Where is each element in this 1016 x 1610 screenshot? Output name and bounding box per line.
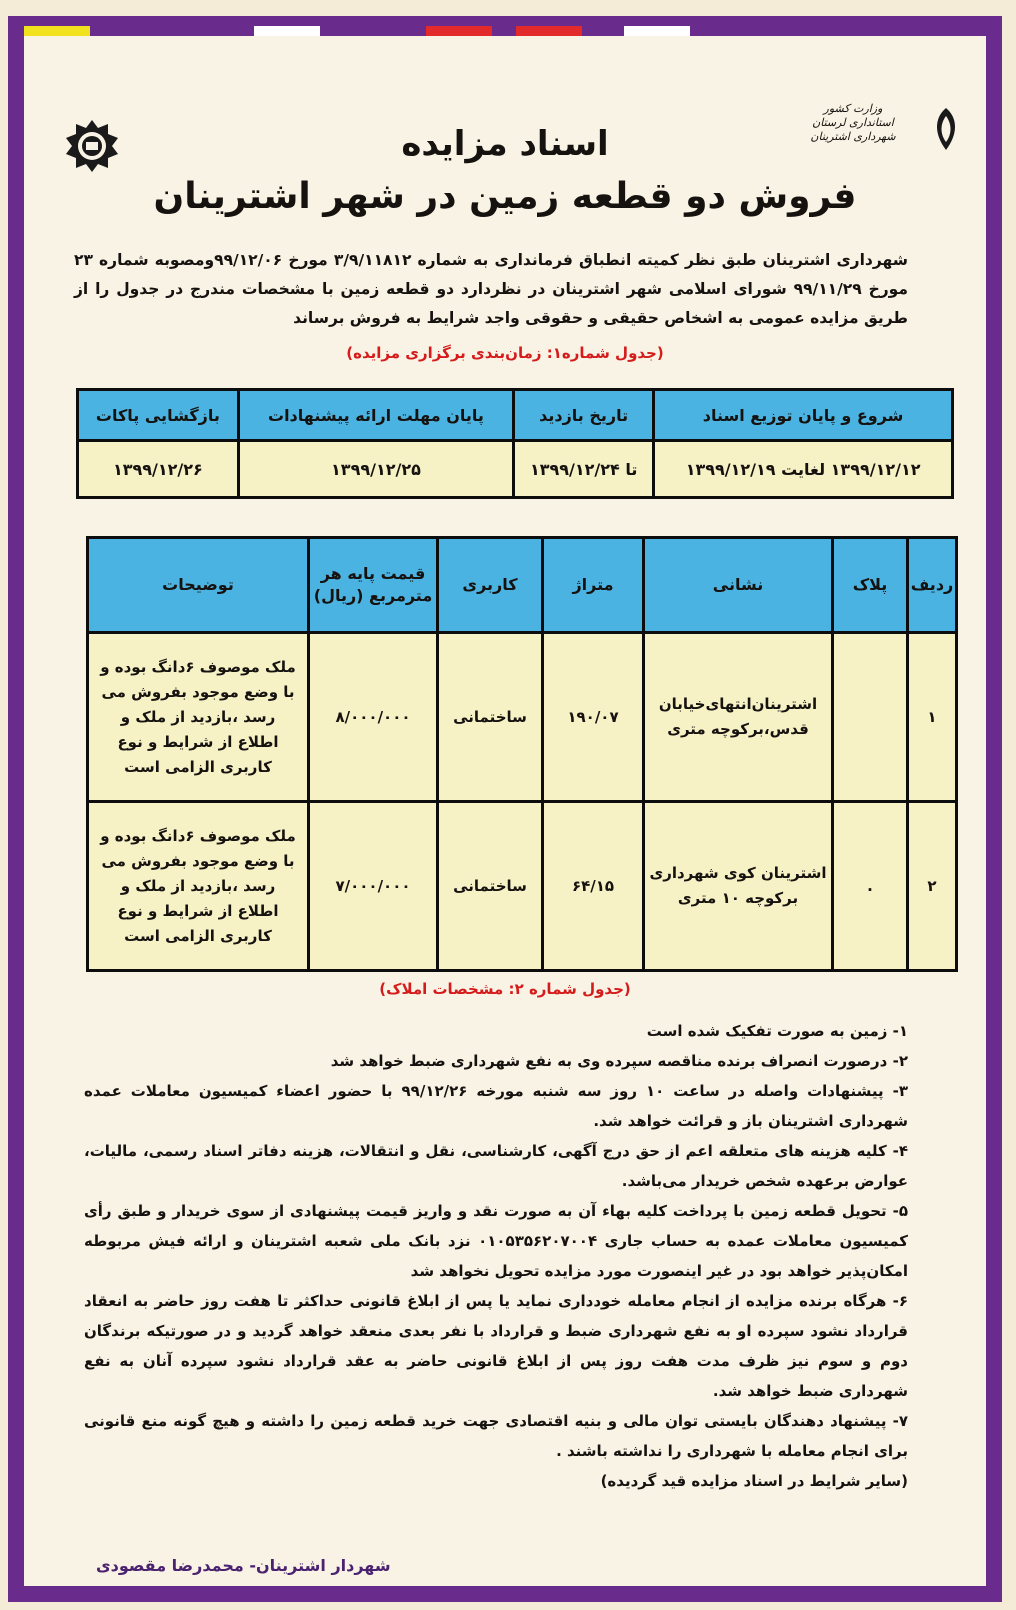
table-cell: ۱۳۹۹/۱۲/۲۶: [78, 441, 239, 498]
condition-item: (سایر شرایط در اسناد مزایده قید گردیده): [600, 1472, 908, 1490]
table-cell: ساختمانی: [438, 802, 543, 971]
properties-table: [86, 536, 958, 972]
table-header-cell: قیمت پایه هر مترمربع (ریال): [309, 538, 438, 633]
table-cell: تا ۱۳۹۹/۱۲/۲۴: [514, 441, 654, 498]
table-cell: .: [833, 802, 908, 971]
table-row: [78, 441, 953, 498]
condition-item: ۱- زمین به صورت تفکیک شده است: [646, 1022, 908, 1040]
document-title: اسناد مزایده: [401, 124, 609, 164]
schedule-caption: (جدول شماره۱: زمان‌بندی برگزاری مزایده): [346, 344, 664, 362]
table-header-cell: شروع و پایان توزیع اسناد: [654, 390, 953, 441]
ministry-line: استانداری لرستان: [812, 116, 894, 129]
document-subtitle: فروش دو قطعه زمین در شهر اشترینان: [153, 176, 857, 217]
condition-item: ۵- تحویل قطعه زمین با پرداخت کلیه بهاء آن به صورت نقد و واریز قیمت پیشنهادی از سوی خریدار و طبق رأی کمیسیون معاملات عمده به حساب جاری ۰۱۰۵۳۵۶۲۰۷۰۰۴ نزد بانک ملی شعبه اشترینان و ارائه فیش مربوطه امکان‌پذیر خواهد بود در غیر اینصورت مورد مزایده تحویل نخواهد شد: [84, 1202, 908, 1280]
conditions-list: [84, 1016, 908, 1496]
condition-item: ۴- کلیه هزینه های متعلقه اعم از حق درج آگهی، کارشناسی، نقل و انتقالات، هزینه دفاتر اسناد رسمی، مالیات، عوارض برعهده شخص خریدار می‌باشد.: [84, 1142, 908, 1190]
table-header-row: [88, 538, 957, 633]
table-header-cell: نشانی: [644, 538, 833, 633]
table-cell: ۱: [908, 633, 957, 802]
ministry-line: شهرداری اشترینان: [810, 130, 896, 143]
table-header-cell: کاربری: [438, 538, 543, 633]
table-cell: ۶۴/۱۵: [543, 802, 644, 971]
intro-paragraph: شهرداری اشترینان طبق نظر کمیته انطباق فرمانداری به شماره ۳/۹/۱۱۸۱۲ مورخ ۹۹/۱۲/۰۶ومصوبه شماره ۲۳ مورخ ۹۹/۱۱/۲۹ شورای اسلامی شهر اشترینان در نظردارد دو قطعه زمین با مشخصات مندرج در جدول را از طریق مزایده عمومی به اشخاص حقیقی و حقوقی واجد شرایط به فروش برساند: [74, 251, 908, 327]
table-cell: اشترینان کوی شهرداری برکوچه ۱۰ متری: [644, 802, 833, 971]
table-header-cell: ردیف: [908, 538, 957, 633]
table-cell: ۱۳۹۹/۱۲/۲۵: [238, 441, 513, 498]
table-cell: ساختمانی: [438, 633, 543, 802]
table-header-row: [78, 390, 953, 441]
condition-item: ۲- درصورت انصراف برنده مناقصه سپرده وی به نفع شهرداری ضبط خواهد شد: [330, 1052, 908, 1070]
table-cell: ۷/۰۰۰/۰۰۰: [309, 802, 438, 971]
schedule-table: [76, 388, 954, 499]
table-cell: اشترینان‌انتهای‌خیابان قدس،برکوچه متری: [644, 633, 833, 802]
table-row: [88, 633, 957, 802]
table-row: [88, 802, 957, 971]
table-cell: ملک موصوف ۶دانگ بوده و با وضع موجود بفروش می رسد ،بازدید از ملک و اطلاع از شرایط و نوع کاربری الزامی است: [88, 633, 309, 802]
mayor-signature: شهردار اشترینان- محمدرضا مقصودی: [96, 1556, 391, 1575]
table-cell: ۲: [908, 802, 957, 971]
table-header-cell: تاریخ بازدید: [514, 390, 654, 441]
table-header-cell: توضیحات: [88, 538, 309, 633]
properties-caption: (جدول شماره ۲: مشخصات املاک): [379, 980, 631, 998]
document-paper: [24, 36, 986, 1586]
page-frame: [8, 16, 1002, 1602]
table-cell: [833, 633, 908, 802]
table-cell: ۱۹۰/۰۷: [543, 633, 644, 802]
table-header-cell: متراژ: [543, 538, 644, 633]
table-cell: ۱۳۹۹/۱۲/۱۲ لغایت ۱۳۹۹/۱۲/۱۹: [654, 441, 953, 498]
table-header-cell: پایان مهلت ارائه پیشنهادات: [238, 390, 513, 441]
condition-item: ۶- هرگاه برنده مزایده از انجام معامله خودداری نماید یا پس از ابلاغ قانونی حداکثر تا هفت روز حاضر به انعقاد قرارداد نشود سپرده او به نفع شهرداری ضبط و قرارداد با نفر بعدی منعقد خواهد گردید و در صورتیکه برندگان دوم و سوم نیز ظرف مدت هفت روز پس از ابلاغ قانونی حاضر به عقد قرارداد نشود سپرده آنان به نفع شهرداری ضبط خواهد شد.: [84, 1292, 908, 1400]
condition-item: ۷- پیشنهاد دهندگان بایستی توان مالی و بنیه اقتصادی جهت خرید قطعه زمین را داشته و هیچ گونه منع قانونی برای انجام معامله با شهرداری را نداشته باشند .: [84, 1412, 908, 1460]
table-header-cell: بازگشایی پاکات: [78, 390, 239, 441]
table-cell: ۸/۰۰۰/۰۰۰: [309, 633, 438, 802]
table-cell: ملک موصوف ۶دانگ بوده و با وضع موجود بفروش می رسد ،بازدید از ملک و اطلاع از شرایط و نوع کاربری الزامی است: [88, 802, 309, 971]
ministry-line: وزارت کشور: [823, 102, 883, 115]
condition-item: ۳- پیشنهادات واصله در ساعت ۱۰ روز سه شنبه مورخه ۹۹/۱۲/۲۶ با حضور اعضاء کمیسیون معاملات عمده شهرداری اشترینان باز و قرائت خواهد شد.: [84, 1082, 909, 1130]
table-header-cell: پلاک: [833, 538, 908, 633]
